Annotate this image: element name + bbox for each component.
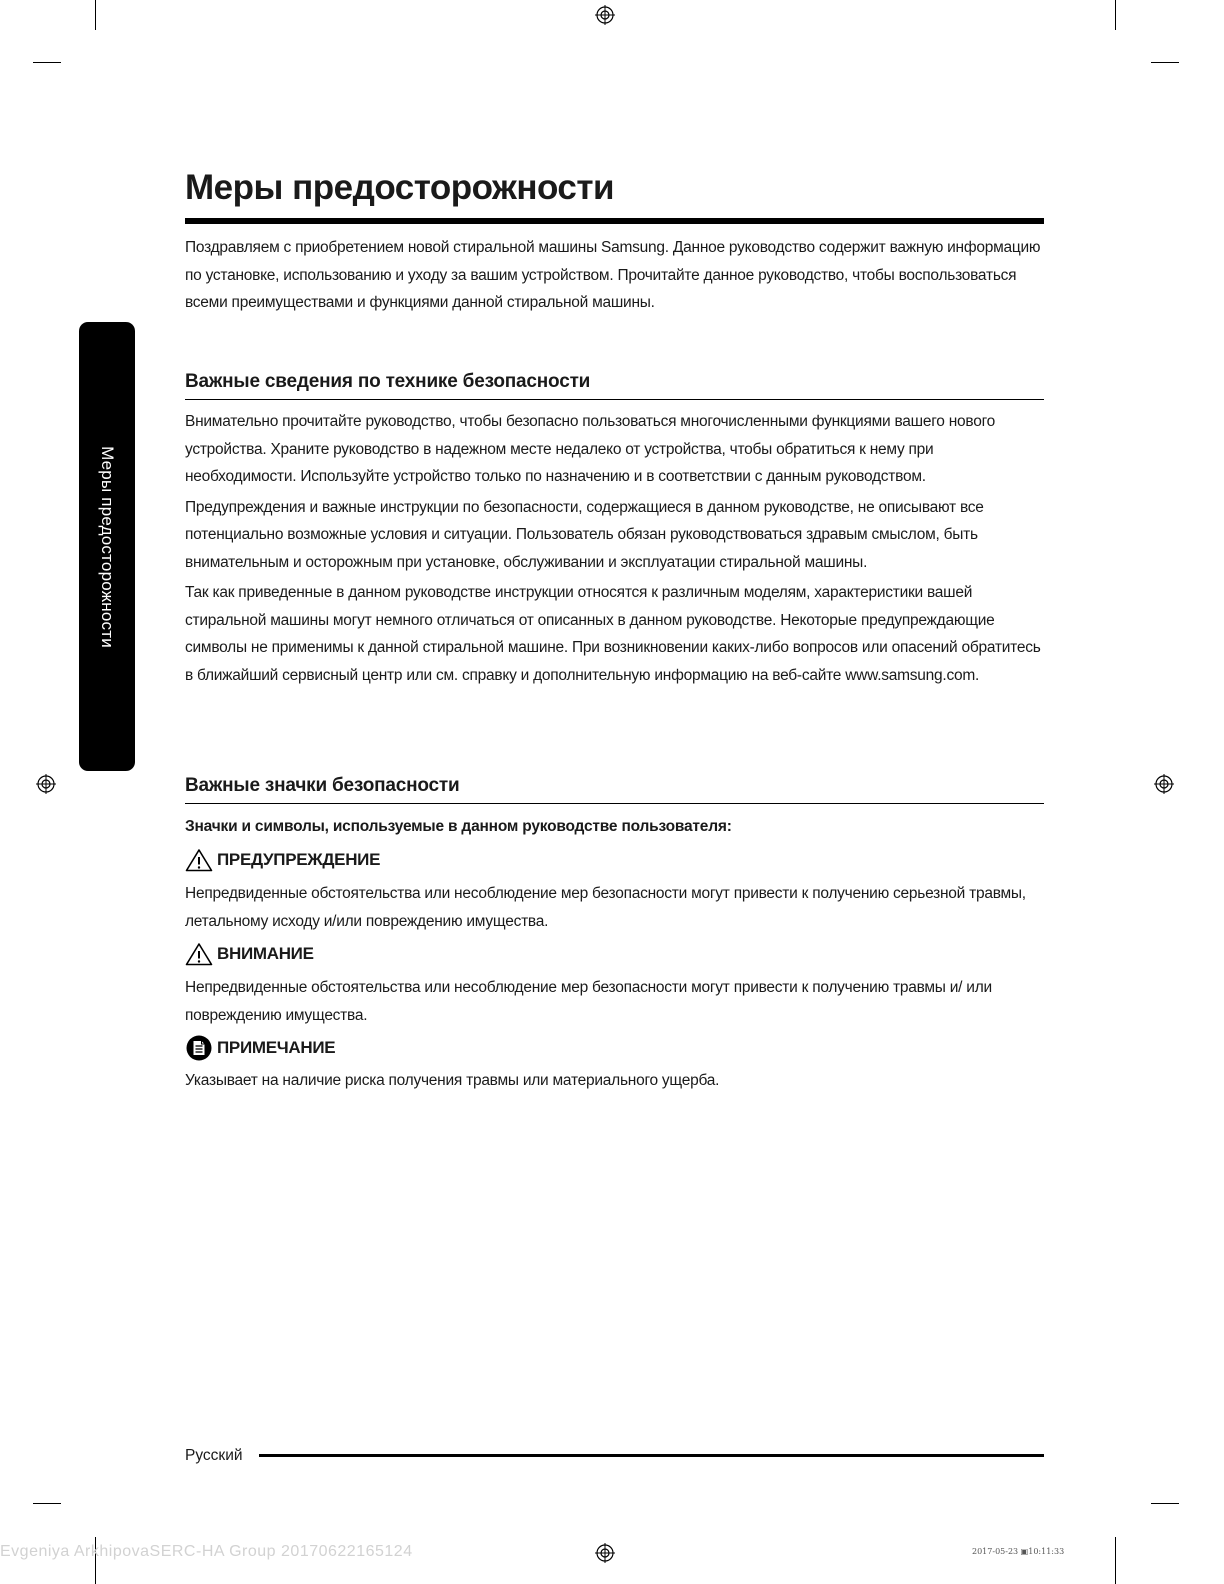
crop-mark xyxy=(1151,62,1179,63)
note-label: ПРИМЕЧАНИЕ xyxy=(217,1038,336,1057)
crop-mark xyxy=(1115,1537,1116,1584)
warning-label: ПРЕДУПРЕЖДЕНИЕ xyxy=(217,850,381,869)
crop-mark xyxy=(33,1503,61,1504)
warning-row xyxy=(185,846,1044,874)
safety-paragraph: Внимательно прочитайте руководство, чтобы безопасно пользоваться многочисленными функциями вашего нового устройства. Храните руководство в надежном месте недалеко от устройства, чтобы обратиться к нему при необходимости. Используйте устройство только по назначению и в соответствии с данным руководством. xyxy=(185,413,996,485)
caution-row xyxy=(185,940,1044,968)
safety-section xyxy=(185,369,1044,689)
symbols-heading: Важные значки безопасности xyxy=(185,773,1044,804)
footer-rule xyxy=(259,1454,1044,1457)
warning-text: Непредвиденные обстоятельства или несоблюдение мер безопасности могут привести к получению серьезной травмы, летальному исходу и/или повреждению имущества. xyxy=(185,885,1026,930)
note-row xyxy=(185,1034,1044,1062)
registration-mark-icon xyxy=(36,774,56,794)
crop-mark xyxy=(33,62,61,63)
caution-text: Непредвиденные обстоятельства или несоблюдение мер безопасности могут привести к получению травмы и/ или повреждению имущества. xyxy=(185,979,992,1024)
page-title: Меры предосторожности xyxy=(185,168,615,207)
symbols-section xyxy=(185,773,1044,1095)
page-header xyxy=(185,166,1044,224)
note-icon xyxy=(185,1035,213,1061)
warning-triangle-icon xyxy=(185,848,213,872)
safety-paragraph: Так как приведенные в данном руководстве инструкции относятся к различным моделям, характеристики вашей стиральной машины могут немного отличаться от описанных в данном руководстве. Некоторые предупреждающие символы не применимы к данной стиральной машине. При возникновении каких-либо вопросов или опасений обратитесь в ближайший сервисный центр или см. справку и дополнительную информацию на веб-сайте www.samsung.com. xyxy=(185,584,1041,684)
crop-mark xyxy=(95,0,96,30)
safety-heading: Важные сведения по технике безопасности xyxy=(185,369,1044,400)
side-section-tab xyxy=(79,322,135,771)
print-timestamp: 2017-05-23 ▣10:11:33 xyxy=(972,1547,1065,1556)
safety-paragraph: Предупреждения и важные инструкции по безопасности, содержащиеся в данном руководстве, не описывают все потенциально возможные условия и ситуации. Пользователь обязан руководствоваться здравым смыслом, быть внимательным и осторожным при установке, обслуживании и эксплуатации стиральной машины. xyxy=(185,498,984,571)
symbols-subheading: Значки и символы, используемые в данном руководстве пользователя: xyxy=(185,818,732,835)
crop-mark xyxy=(1115,0,1116,30)
intro-block xyxy=(185,234,1044,317)
registration-mark-icon xyxy=(595,5,615,25)
footer-language: Русский xyxy=(185,1447,243,1464)
caution-label: ВНИМАНИЕ xyxy=(217,944,314,963)
note-text: Указывает на наличие риска получения травмы или материального ущерба. xyxy=(185,1072,720,1089)
print-slug-text: Evgeniya ArkhipovaSERC-HA Group 20170622165124 xyxy=(0,1543,413,1560)
intro-paragraph: Поздравляем с приобретением новой стиральной машины Samsung. Данное руководство содержит важную информацию по установке, использованию и уходу за вашим устройством. Прочитайте данное руководство, чтобы воспользоваться всеми преимуществами и функциями данной стиральной машины. xyxy=(185,239,1041,311)
registration-mark-icon xyxy=(1154,774,1174,794)
crop-mark xyxy=(1151,1503,1179,1504)
registration-mark-icon xyxy=(595,1543,615,1563)
title-rule xyxy=(185,218,1044,224)
warning-triangle-icon xyxy=(185,942,213,966)
side-tab-label: Меры предосторожности xyxy=(98,445,117,648)
